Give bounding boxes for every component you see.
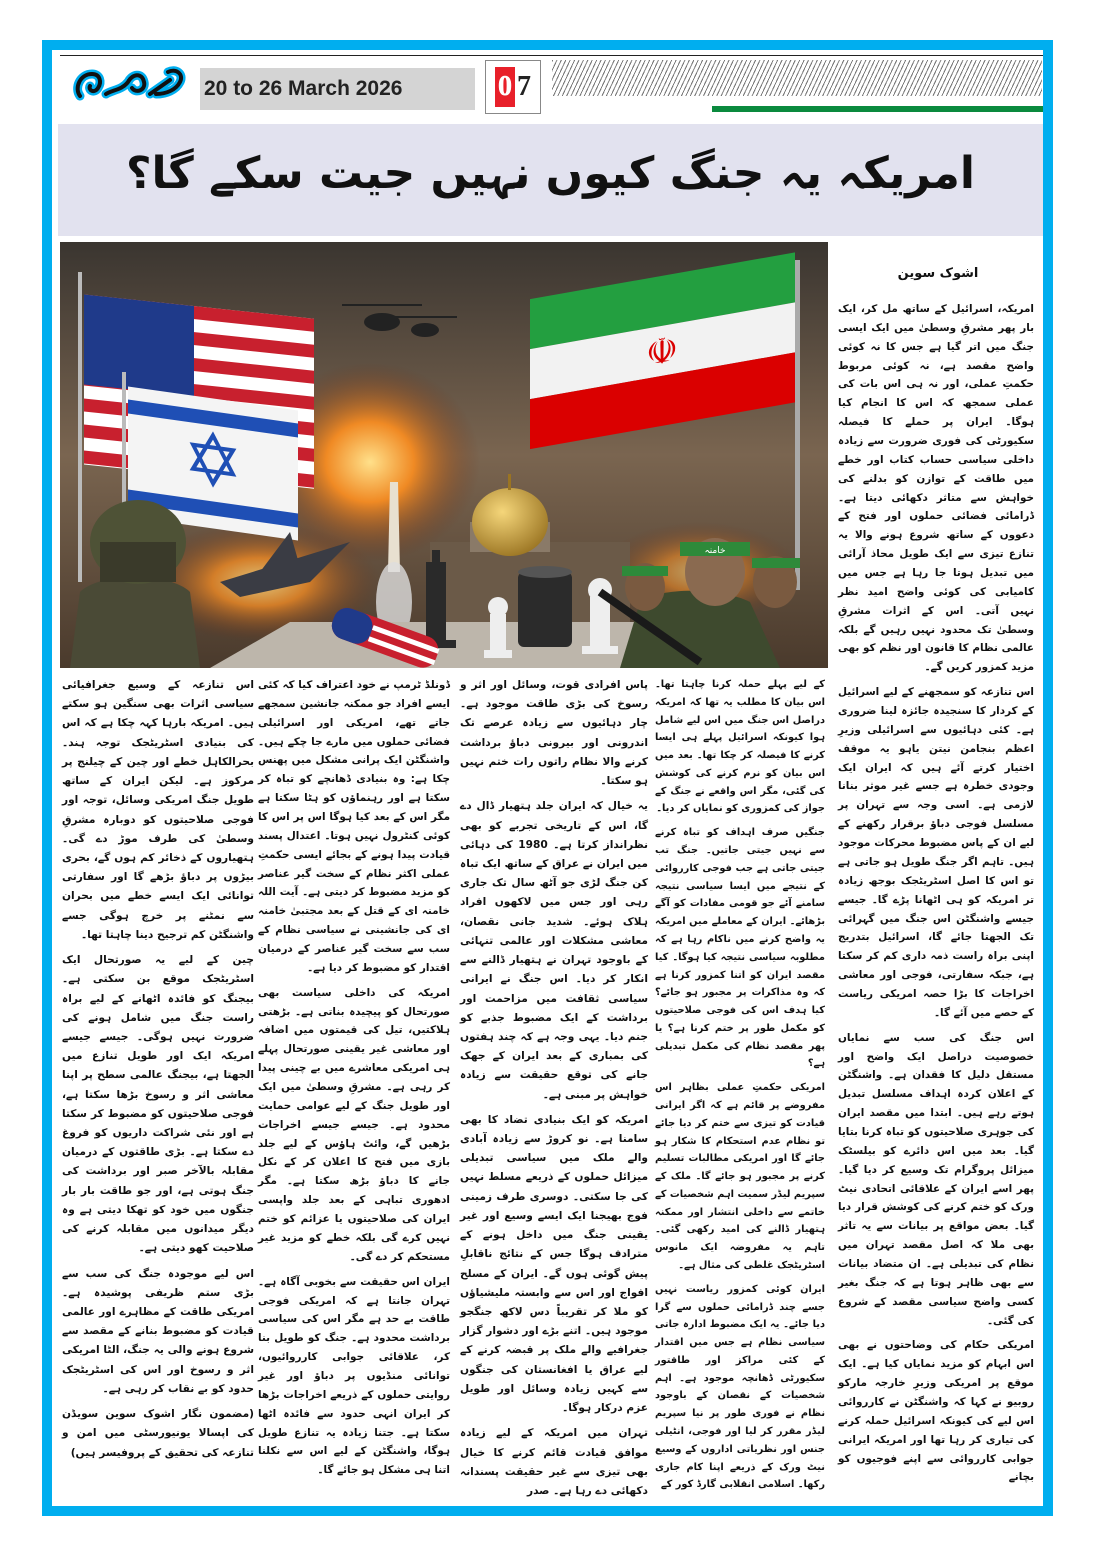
paragraph: جنگیں صرف اہداف کو تباہ کرنے سے نہیں جیتی جاتیں۔ جنگ تب جیتی جاتی ہے جب فوجی کارروائی کے نتیجے میں ایسا سیاسی نتیجہ سامنے آئے جو قومی مفادات کو آگے بڑھائے۔ ایران کے معاملے میں امریکہ یہ واضح کرنے میں ناکام رہا ہے کہ مطلوبہ سیاسی نتیجہ کیا ہوگا۔ کیا مقصد ایران کو اتنا کمزور کرنا ہے کہ وہ مذاکرات پر مجبور ہو جائے؟ کیا ہدف اس کی فوجی صلاحیتوں کو مکمل طور پر ختم کرنا ہے؟ یا پھر مقصد نظام کی مکمل تبدیلی ہے؟ bbox=[655, 827, 825, 1070]
article-column-3 bbox=[258, 676, 450, 1486]
paragraph: تہران میں امریکہ کے لیے زیادہ موافق قیادت قائم کرنے کا خیال بھی تیزی سے غیر حقیقت پسندانہ دکھائی دے رہا ہے۔ صدر bbox=[460, 1427, 648, 1497]
paragraph: امریکہ کو ایک بنیادی تضاد کا بھی سامنا ہے۔ نو کروڑ سے زیادہ آبادی والے ملک میں سیاسی تبدیلی میزائل حملوں کے ذریعے مسلط نہیں کی جا سکتی۔ دوسری طرف زمینی فوج بھیجنا ایک ایسے وسیع اور غیر یقینی جنگ میں داخل ہونے کے مترادف ہوگا جس کے نتائج ناقابلِ پیش گوئی ہوں گے۔ ایران کے مسلح افواج اور اس سے وابستہ ملیشیاؤں کو ملا کر تقریباً دس لاکھ جنگجو موجود ہیں۔ اتنے بڑے اور دشوار گزار جغرافیے والے ملک پر قبضہ کرنے کے لیے عراق یا افغانستان کی جنگوں سے کہیں زیادہ وسائل اور طویل عزم درکار ہوگا۔ bbox=[460, 1113, 648, 1415]
article-column-2 bbox=[460, 676, 648, 1507]
article-column-right bbox=[838, 300, 1034, 1493]
article-illustration bbox=[60, 242, 828, 668]
author-note: (مضمون نگار اشوک سوین سویڈن کی اپسالا یونیورسٹی میں امن و تنازعہ کی تحقیق کے پروفیسر ہیں) bbox=[62, 1408, 254, 1459]
paragraph: اس لیے موجودہ جنگ کی سب سے بڑی ستم ظریفی پوشیدہ ہے۔ امریکی طاقت کے مظاہرے اور عالمی قیادت کو مضبوط بنانے کے مقصد سے شروع ہونے والی یہ جنگ، الٹا امریکی اثر و رسوخ اور اس کی اسٹریٹجک حدود کو بے نقاب کر رہی ہے۔ bbox=[62, 1267, 254, 1395]
article-column-1 bbox=[655, 676, 825, 1500]
page-number-digit-2: 7 bbox=[517, 71, 531, 102]
paragraph: اس تنازعہ کے وسیع جغرافیائی سیاسی اثرات بھی سنگین ہو سکتے ہیں۔ امریکہ بارہا کہہ چکا ہے کہ اس کی بنیادی اسٹریٹجک توجہ ہند۔بحرالکاہل خطے اور چین کے چیلنج پر مرکوز ہے۔ لیکن ایران کے ساتھ طویل جنگ امریکی وسائل، توجہ اور فوجی صلاحیتوں کو دوبارہ مشرقِ وسطیٰ کی طرف موڑ دے گی۔ ہتھیاروں کے ذخائر کم ہوں گے، بحری بیڑوں پر دباؤ بڑھے گا اور سفارتی توانائی ایک ایسے خطے میں بحران سے نمٹنے پر خرچ ہوگی جسے واشنگٹن کم ترجیح دینا چاہتا تھا۔ bbox=[62, 679, 254, 941]
paragraph: ڈونلڈ ٹرمپ نے خود اعتراف کیا کہ کئی ایسے افراد جو ممکنہ جانشین سمجھے جاتے تھے، امریکی اور اسرائیلی فضائی حملوں میں مارے جا چکے ہیں۔ واشنگٹن ایک پرانی مشکل میں پھنس چکا ہے: وہ بنیادی ڈھانچے کو تباہ کر سکتا ہے اور رہنماؤں کو ہٹا سکتا ہے مگر اس کے بعد کیا ہوگا اس پر اس کا کوئی کنٹرول نہیں ہوتا۔ اعتدال پسند قیادت پیدا ہونے کے بجائے ایسی حکمتِ عملی اکثر نظام کے سخت گیر عناصر کو مزید مضبوط کر دیتی ہے۔ آیت اللہ خامنہ ای کے قتل کے بعد مجتبیٰ خامنہ ای کی جانشینی نے سیاسی نظام کے سب سے سخت گیر عناصر کے درمیان اقتدار کو مضبوط کر دیا ہے۔ bbox=[258, 679, 450, 974]
paragraph: امریکہ، اسرائیل کے ساتھ مل کر، ایک بار پھر مشرقِ وسطیٰ میں ایک ایسی جنگ میں اتر گیا ہے جس کا نہ کوئی واضح مقصد ہے، نہ کوئی مربوط حکمتِ عملی، اور نہ ہی اس بات کی عملی سمجھ کہ اس کا انجام کیا ہوگا۔ ایران پر حملے کا فیصلہ سکیورٹی کی فوری ضرورت سے زیادہ داخلی سیاسی حساب کتاب اور خطے میں طاقت کے توازن کو بدلنے کی خواہش سے متاثر دکھائی دیتا ہے۔ ڈرامائی فضائی حملوں اور فتح کے دعووں کے ساتھ شروع ہونے والا یہ تنازع تیزی سے ایک طویل محاذ آرائی میں تبدیل ہوتا جا رہا ہے جس میں کامیابی کی کوئی واضح امید نظر نہیں آتی۔ اس کے اثرات مشرقِ وسطیٰ تک محدود نہیں رہیں گے بلکہ عالمی نظام کا قانون اور نظم کو بھی مزید کمزور کریں گے۔ bbox=[838, 303, 1034, 674]
issue-date: 20 to 26 March 2026 bbox=[200, 68, 475, 110]
header-green-rule bbox=[712, 106, 1043, 112]
page-number-digit-1: 0 bbox=[495, 67, 515, 107]
page-frame-bottom bbox=[42, 1506, 1053, 1516]
oil-barrel bbox=[518, 566, 572, 647]
headline-band bbox=[58, 124, 1043, 236]
paragraph: امریکی حکام کی وضاحتوں نے بھی اس ابہام کو مزید نمایاں کیا ہے۔ ایک موقع پر امریکی وزیرِ خارجہ مارکو روبیو نے کہا کہ واشنگٹن نے کارروائی اس لیے کی کیونکہ اسرائیل حملہ کرنے کی تیاری کر رہا تھا اور امریکہ ایرانی جوابی کارروائی سے اپنے فوجیوں کو بچانے bbox=[838, 1339, 1034, 1484]
article-column-4 bbox=[62, 676, 254, 1469]
paragraph: ایران کوئی کمزور ریاست نہیں جسے چند ڈرامائی حملوں سے گرا دیا جائے۔ یہ ایک مضبوط ادارہ جاتی سیاسی نظام ہے جس میں اقتدار کے کئی مراکز اور طاقتور سکیورٹی ڈھانچہ موجود ہے۔ اہم شخصیات کے نقصان کے باوجود نظام نے فوری طور پر نیا سپریم لیڈر مقرر کر لیا اور فوجی، انٹیلی جنس اور نظریاتی اداروں کے وسیع نیٹ ورک کے ذریعے اپنا کام جاری رکھا۔ اسلامی انقلابی گارڈ کور کے bbox=[655, 1283, 825, 1491]
headline: امریکہ یہ جنگ کیوں نہیں جیت سکے گا؟ bbox=[126, 148, 975, 199]
logo-text: دوران bbox=[72, 60, 75, 61]
newspaper-logo bbox=[72, 60, 192, 108]
page-number bbox=[485, 60, 541, 114]
header-hatch-decoration bbox=[552, 60, 1042, 96]
paragraph: اس جنگ کی سب سے نمایاں خصوصیت دراصل ایک واضح اور مستقل دلیل کا فقدان ہے۔ واشنگٹن کے اعلان کردہ اہداف مسلسل تبدیل ہوتے رہے ہیں۔ ابتدا میں مقصد ایران کی جوہری صلاحیتوں کو تباہ کرنا بتایا گیا۔ بعد میں اس دائرے کو بیلسٹک میزائل پروگرام تک وسیع کر دیا گیا۔ پھر اسے ایران کے علاقائی اتحادی نیٹ ورک کو ختم کرنے کی کوشش قرار دیا گیا۔ بعض مواقع پر بیانات سے یہ تاثر بھی ملا کہ اصل مقصد تہران میں نظام کی تبدیلی ہے۔ ان متضاد بیانات سے بھی ظاہر ہوتا ہے کہ جنگ بغیر کسی واضح سیاسی مقصد کے شروع کی گئی۔ bbox=[838, 1031, 1034, 1327]
paragraph: اس تنازعہ کو سمجھنے کے لیے اسرائیل کے کردار کا سنجیدہ جائزہ لینا ضروری ہے۔ کئی دہائیوں سے اسرائیلی وزیرِ اعظم بنجامن نیتن یاہو یہ موقف اختیار کرتے آئے ہیں کہ ایران ایک وجودی خطرہ ہے جسے غیر موثر بنانا لازمی ہے۔ اسی وجہ سے تہران پر مسلسل فوجی دباؤ برقرار رکھنے کے لیے ان کے پاس مضبوط محرکات موجود ہیں۔ تاہم اگر جنگ طویل ہو جاتی ہے تو اس کا اصل اسٹریٹجک بوجھ زیادہ تر امریکہ کو ہی اٹھانا پڑے گا۔ جیسے جیسے واشنگٹن اس جنگ میں گہرائی تک الجھتا جائے گا، اسرائیل بتدریج اپنی براہ راست ذمہ داری کم کر سکتا ہے، جبکہ سفارتی، فوجی اور معاشی اخراجات کا بڑا حصہ امریکی ریاست کے حصے میں آئے گا۔ bbox=[838, 686, 1034, 1019]
paragraph: امریکی حکمتِ عملی بظاہر اس مفروضے پر قائم ہے کہ اگر ایرانی قیادت کو تیزی سے ختم کر دیا جائے تو نظام عدم استحکام کا شکار ہو جائے گا اور امریکی مطالبات تسلیم کرنے پر مجبور ہو جائے گا۔ ملک کے سپریم لیڈر سمیت اہم شخصیات کے خاتمے سے داخلی انتشار اور ممکنہ ہتھیار ڈالنے کی امید رکھی گئی۔ تاہم یہ مفروضہ ایک مانوس اسٹریٹجک غلطی کی مثال ہے۔ bbox=[655, 1082, 825, 1271]
paragraph: کے لیے پہلے حملہ کرنا چاہتا تھا۔ اس بیان کا مطلب یہ تھا کہ امریکہ دراصل اس جنگ میں اس لیے شامل ہوا کیونکہ اسرائیل پہلے ہی ایسا کرنے کا فیصلہ کر چکا تھا۔ بعد میں اس بیان کو نرم کرنے کی کوشش کی گئی، مگر اس واقعے نے جنگ کے جواز کی کمزوری کو نمایاں کر دیا۔ bbox=[655, 679, 825, 815]
paragraph: چین کے لیے یہ صورتحال ایک اسٹریٹجک موقع بن سکتی ہے۔ بیجنگ کو فائدہ اٹھانے کے لیے براہ راست جنگ میں شامل ہونے کی ضرورت نہیں ہوگی۔ جیسے جیسے امریکہ ایک اور طویل تنازع میں الجھتا ہے، بیجنگ عالمی سطح پر اپنا معاشی اثر و رسوخ بڑھا سکتا ہے، فوجی صلاحیتوں کو مضبوط کر سکتا ہے اور نئی شراکت داریوں کو فروغ دے سکتا ہے۔ بڑی طاقتوں کے درمیان مقابلہ بالآخر صبر اور برداشت کی جنگ ہوتی ہے، اور جو طاقت بار بار جنگوں میں خود کو تھکا دیتی ہے وہ دیگر میدانوں میں مقابلہ کرنے کی صلاحیت کھو دیتی ہے۔ bbox=[62, 954, 254, 1255]
paragraph: پاس افرادی قوت، وسائل اور اثر و رسوخ کی بڑی طاقت موجود ہے۔ چار دہائیوں سے زیادہ عرصے تک اندرونی اور بیرونی دباؤ برداشت کرنے والا نظام راتوں رات ختم نہیں ہو سکتا۔ bbox=[460, 679, 648, 788]
svg-text:☫: ☫ bbox=[645, 327, 679, 376]
header-rule bbox=[60, 55, 1043, 56]
paragraph: امریکہ کی داخلی سیاست بھی صورتحال کو پیچیدہ بناتی ہے۔ بڑھتی ہلاکتیں، تیل کی قیمتوں میں اضافہ اور معاشی غیر یقینی صورتحال پہلے ہی امریکی معاشرے میں بے چینی پیدا کر رہی ہے۔ مشرقِ وسطیٰ میں ایک اور طویل جنگ کے لیے عوامی حمایت محدود ہے۔ جیسے جیسے اخراجات بڑھیں گے، وائٹ ہاؤس کے لیے جلد بازی میں فتح کا اعلان کر کے نکل جانے کا دباؤ بڑھ سکتا ہے۔ مگر ادھوری تباہی کے بعد جلد واپسی ایران کی صلاحیتوں یا عزائم کو ختم نہیں کرے گی بلکہ خطے کو مزید غیر مستحکم کر دے گی۔ bbox=[258, 986, 450, 1263]
paragraph: یہ خیال کہ ایران جلد ہتھیار ڈال دے گا، اس کے تاریخی تجربے کو بھی نظرانداز کرتا ہے۔ 1980 کی دہائی میں ایران نے عراق کے ساتھ ایک تباہ کن جنگ لڑی جو آٹھ سال تک جاری رہی اور جس میں لاکھوں افراد ہلاک ہوئے۔ شدید جانی نقصان، معاشی مشکلات اور عالمی تنہائی کے باوجود تہران نے ہتھیار ڈالنے سے انکار کر دیا۔ اس جنگ نے ایرانی سیاسی ثقافت میں مزاحمت اور برداشت کے ایک مضبوط جذبے کو جنم دیا۔ یہی وجہ ہے کہ چند ہفتوں کی بمباری کے بعد ایران کے جھک جانے کی توقع حقیقت سے زیادہ خواہش پر مبنی ہے۔ bbox=[460, 800, 648, 1101]
paragraph: ایران اس حقیقت سے بخوبی آگاہ ہے۔ تہران جانتا ہے کہ امریکی فوجی طاقت بے حد ہے مگر اس کی سیاسی برداشت محدود ہے۔ جنگ کو طویل بنا کر، علاقائی جوابی کارروائیوں، توانائی منڈیوں پر دباؤ اور غیر روایتی حملوں کے ذریعے اخراجات بڑھا کر ایران انہی حدود سے فائدہ اٹھا سکتا ہے۔ جتنا زیادہ یہ تنازع طویل ہوگا، واشنگٹن کے لیے اس سے نکلنا اتنا ہی مشکل ہو جائے گا۔ bbox=[258, 1275, 450, 1477]
author-byline: اشوک سوین bbox=[897, 266, 979, 281]
headband-text: خامنہ bbox=[704, 546, 726, 556]
